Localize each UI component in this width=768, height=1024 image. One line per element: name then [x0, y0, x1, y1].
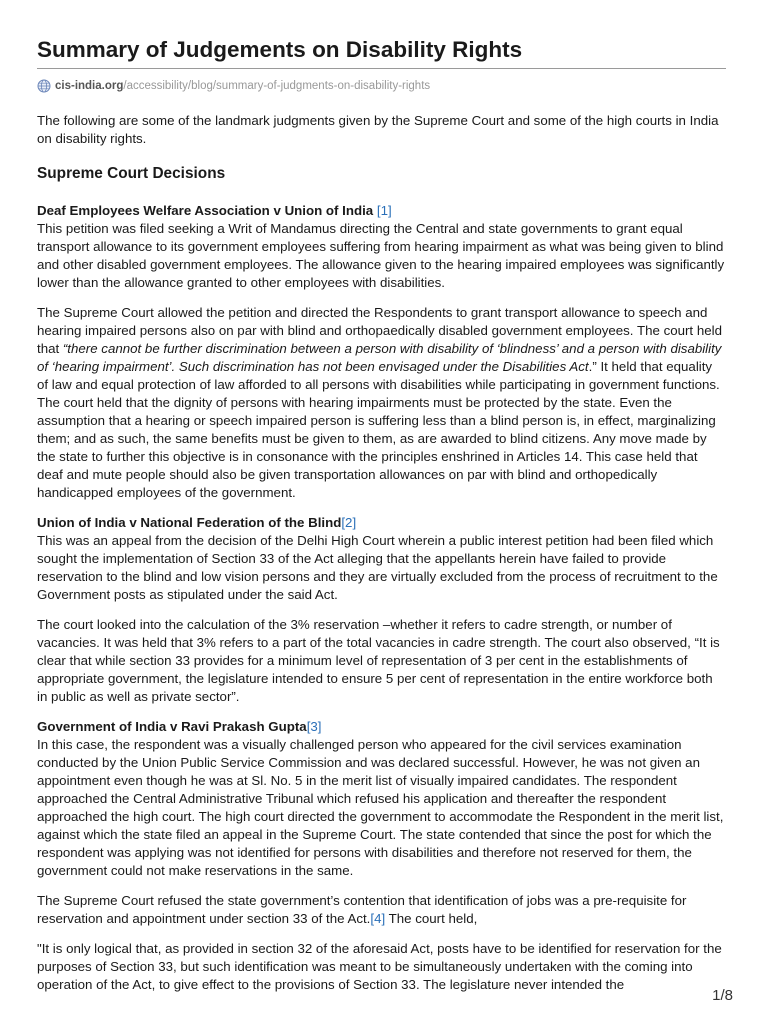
- globe-icon: [37, 79, 51, 93]
- case1-p2-text-a: The Supreme Court allowed the petition and directed the Respondents to grant transport allowance to speech and hearing impaired persons also on par with blind and orthopaedically disabled government employees. The court held that: [37, 305, 722, 356]
- case3-paragraph-2: [37, 892, 726, 928]
- case3-p2-text-a: The Supreme Court refused the state government’s contention that identification of jobs was a pre-requisite for reservation and appointment under section 33 of the Act.: [37, 893, 687, 926]
- case-title-2: [37, 514, 726, 532]
- case-title-3: [37, 718, 726, 736]
- case3-paragraph-3: "It is only logical that, as provided in section 32 of the aforesaid Act, posts have to be identified for reservation for the purposes of Section 33, but such identification was meant to be simultaneously undertaken with the coming into operation of the Act, to give effect to the provisions of Section 33. The legislature never intended the: [37, 941, 722, 992]
- case3-paragraph-1: In this case, the respondent was a visually challenged person who appeared for the civil services examination conducted by the Union Public Service Commission and was declared successful. However, he was not given an appointment even though he was at Sl. No. 5 in the merit list of visually impaired candidates. The respondent approached the Central Administrative Tribunal which refused his application and thereafter the respondent approached the high court. The high court directed the government to accommodate the Respondent in the merit list, against which the state filed an appeal in the Supreme Court. The state contended that since the post for which the respondent was applying was not identified for persons with disabilities and therefore not reserved for them, the government could not make reservations in the same.: [37, 737, 724, 878]
- case-title-1: [37, 202, 726, 220]
- source-path[interactable]: /accessibility/blog/summary-of-judgments-on-disability-rights: [123, 80, 431, 92]
- source-url[interactable]: [37, 78, 430, 94]
- footnote-link-3[interactable]: [3]: [306, 719, 322, 734]
- source-domain[interactable]: cis-india.org: [55, 80, 124, 92]
- case3-p2-text-b: The court held,: [385, 911, 478, 926]
- section-heading: Supreme Court Decisions: [37, 165, 226, 182]
- footnote-link-2[interactable]: [2]: [341, 515, 357, 530]
- case-title-text: Union of India v National Federation of the Blind: [37, 515, 342, 530]
- title-divider: [37, 68, 726, 69]
- case-title-text: Government of India v Ravi Prakash Gupta: [37, 719, 307, 734]
- case1-p2-quote: “there cannot be further discrimination between a person with disability of ‘blindness’ and a person with disability of ‘hearing impairment’. Such discrimination has not been envisaged under the Disabilities Act: [37, 341, 722, 374]
- article-body: [37, 112, 726, 1006]
- case1-p2-text-b: .” It held that equality of law and equal protection of law afforded to all persons with disabilities while participating in government functions. The court held that the dignity of persons with hearing impairments must be protected by the state. Even the assumption that a hearing or speech impaired person is suffering less than a blind person is, in effect, marginalizing them; and as such, the same benefits must be given to them, as are awarded to blind citizens. Any move made by the state to further this objective is in consonance with the principles enshrined in Articles 14. This case held that deaf and mute people should also be given transportation allowances on par with blind and orthopedically handicapped employees of the government.: [37, 359, 720, 500]
- footnote-link-4[interactable]: [4]: [370, 911, 386, 926]
- case1-paragraph-2: [37, 304, 726, 502]
- page-title: Summary of Judgements on Disability Rights: [37, 37, 523, 62]
- case2-paragraph-1: This was an appeal from the decision of the Delhi High Court wherein a public interest petition had been filed which sought the implementation of Section 33 of the Act alleging that the appellants herein have failed to provide reservation to the blind and low vision persons and they are virtually excluded from the process of recruitment to the Government posts as stipulated under the said Act.: [37, 533, 718, 602]
- footnote-link-1[interactable]: [1]: [376, 203, 392, 218]
- case2-paragraph-2: The court looked into the calculation of the 3% reservation –whether it refers to cadre strength, or number of vacancies. It was held that 3% refers to a part of the total vacancies in cadre strength. The court also observed, “It is clear that while section 33 provides for a minimum level of representation of 3 per cent in the establishments of appropriate government, the legislature intended to ensure 5 per cent of representation in the entire workforce both in public as well as private sector”.: [37, 617, 720, 704]
- page-indicator: 1/8: [712, 987, 733, 1004]
- case-title-text: Deaf Employees Welfare Association v Union of India: [37, 203, 377, 218]
- case1-paragraph-1: This petition was filed seeking a Writ of Mandamus directing the Central and state governments to grant equal transport allowance to its government employees suffering from hearing impairment as what was being given to blind and other disabled government employees. The allowance given to the hearing impaired employees was significantly lower than the allowance granted to other employees with disabilities.: [37, 221, 725, 290]
- intro-paragraph: The following are some of the landmark judgments given by the Supreme Court and some of the high courts in India on disability rights.: [37, 113, 719, 146]
